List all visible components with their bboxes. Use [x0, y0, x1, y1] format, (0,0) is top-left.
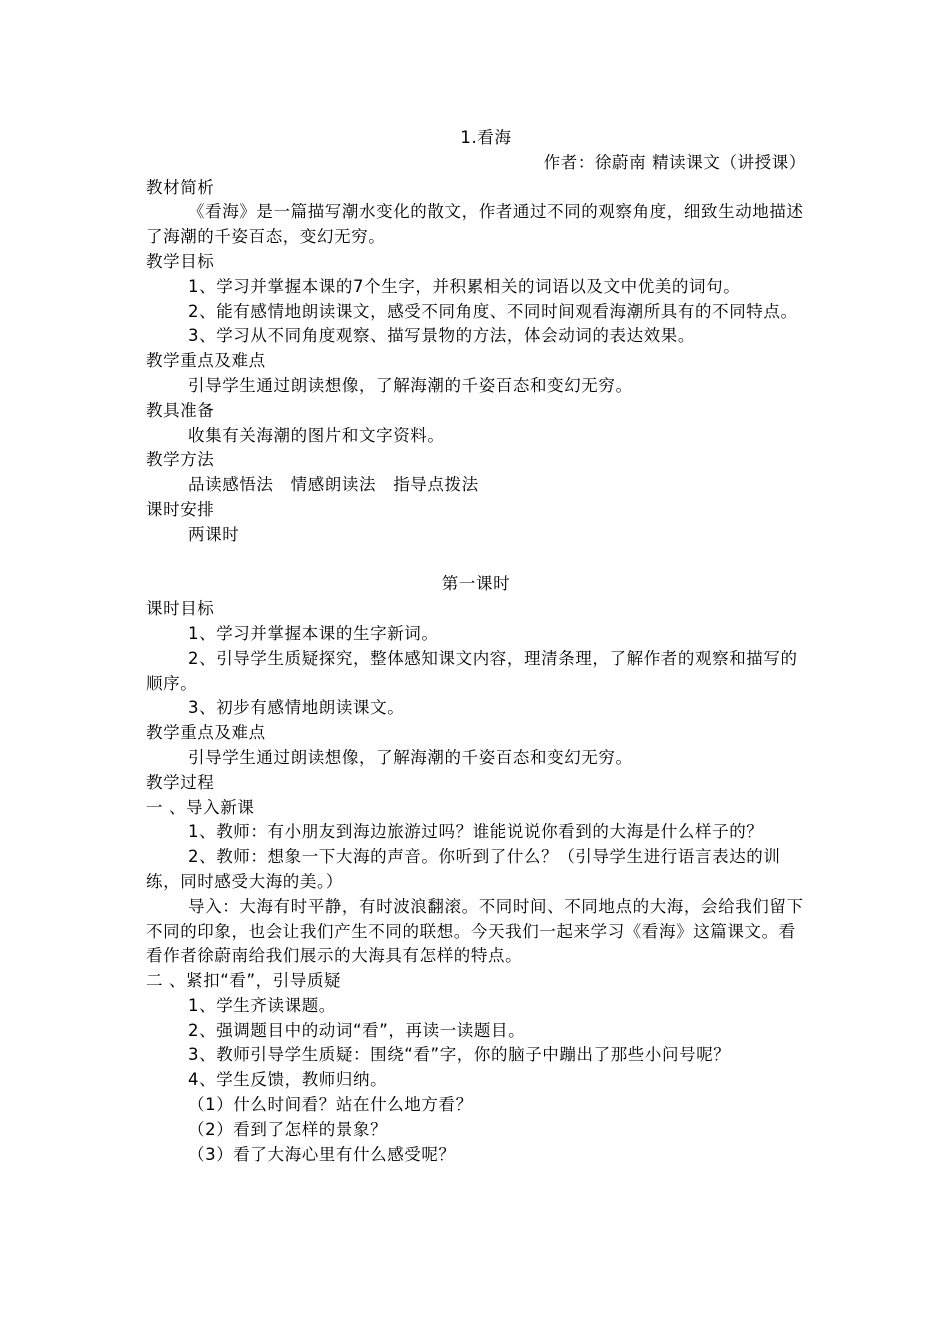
section-heading-schedule: 课时安排 [146, 499, 215, 519]
section-heading-teaching-methods: 教学方法 [146, 450, 215, 470]
list-item-step: 1、学生齐读课题。 [188, 995, 336, 1015]
section-heading-teaching-goals: 教学目标 [146, 251, 215, 271]
paragraph-schedule: 两课时 [188, 524, 240, 544]
paragraph-teaching-aids: 收集有关海潮的图片和文字资料。 [188, 425, 445, 445]
document-title: 1.看海 [460, 128, 512, 147]
section-heading-lesson-key-points: 教学重点及难点 [146, 723, 266, 743]
section-heading-teaching-process: 教学过程 [146, 772, 215, 792]
lesson-title: 第一课时 [441, 574, 511, 594]
list-item-step: 2、教师：想象一下大海的声音。你听到了什么？（引导学生进行语言表达的训练，同时感受大海的美。） [146, 847, 781, 891]
list-item-step: 2、强调题目中的动词“看”，再读一读题目。 [188, 1020, 526, 1040]
list-item-lesson-goal: 1、学习并掌握本课的生字新词。 [188, 623, 439, 643]
list-item-lesson-goal: 3、初步有感情地朗读课文。 [188, 698, 405, 718]
paragraph-teaching-methods: 品读感悟法 情感朗读法 指导点拨法 [188, 475, 479, 495]
paragraph-key-points: 引导学生通过朗读想像，了解海潮的千姿百态和变幻无穷。 [188, 375, 633, 395]
list-item-goal: 1、学习并掌握本课的7个生字，并积累相关的词语以及文中优美的词句。 [188, 276, 741, 296]
section-heading-key-points: 教学重点及难点 [146, 351, 266, 371]
paragraph-textbook-analysis: 《看海》是一篇描写潮水变化的散文，作者通过不同的观察角度，细致生动地描述了海潮的千姿百态，变幻无穷。 [146, 202, 804, 247]
document-body [146, 126, 806, 1167]
paragraph-introduction: 导入：大海有时平静，有时波浪翻滚。不同时间、不同地点的大海，会给我们留下不同的印象，也会让我们产生不同的联想。今天我们一起来学习《看海》这篇课文。看看作者徐蔚南给我们展示的大海具有怎样的特点。 [146, 896, 804, 966]
list-item-lesson-goal: 2、引导学生质疑探究，整体感知课文内容，理清条理，了解作者的观察和描写的顺序。 [146, 648, 798, 693]
section-heading-textbook-analysis: 教材简析 [146, 177, 215, 197]
list-item-question: （3）看了大海心里有什么感受呢？ [188, 1144, 456, 1164]
list-item-question: （2）看到了怎样的景象？ [188, 1119, 388, 1139]
list-item-step: 4、学生反馈，教师归纳。 [188, 1070, 388, 1090]
list-item-step: 1、教师：有小朋友到海边旅游过吗？谁能说说你看到的大海是什么样子的？ [188, 822, 764, 842]
list-item-question: （1）什么时间看？站在什么地方看？ [188, 1095, 473, 1115]
author-line: 作者：徐蔚南 精读课文（讲授课） [543, 152, 806, 172]
step-heading-questioning: 二 、紧扣“看”，引导质疑 [146, 971, 342, 991]
section-heading-teaching-aids: 教具准备 [146, 400, 215, 420]
section-heading-lesson-goals: 课时目标 [146, 599, 215, 619]
list-item-goal: 2、能有感情地朗读课文，感受不同角度、不同时间观看海潮所具有的不同特点。 [188, 301, 798, 321]
step-heading-introduction: 一 、导入新课 [146, 797, 255, 817]
paragraph-lesson-key-points: 引导学生通过朗读想像，了解海潮的千姿百态和变幻无穷。 [188, 747, 633, 767]
list-item-goal: 3、学习从不同角度观察、描写景物的方法，体会动词的表达效果。 [188, 326, 695, 346]
blank-line [146, 548, 806, 573]
list-item-step: 3、教师引导学生质疑：围绕“看”字，你的脑子中蹦出了那些小问号呢？ [188, 1045, 731, 1065]
